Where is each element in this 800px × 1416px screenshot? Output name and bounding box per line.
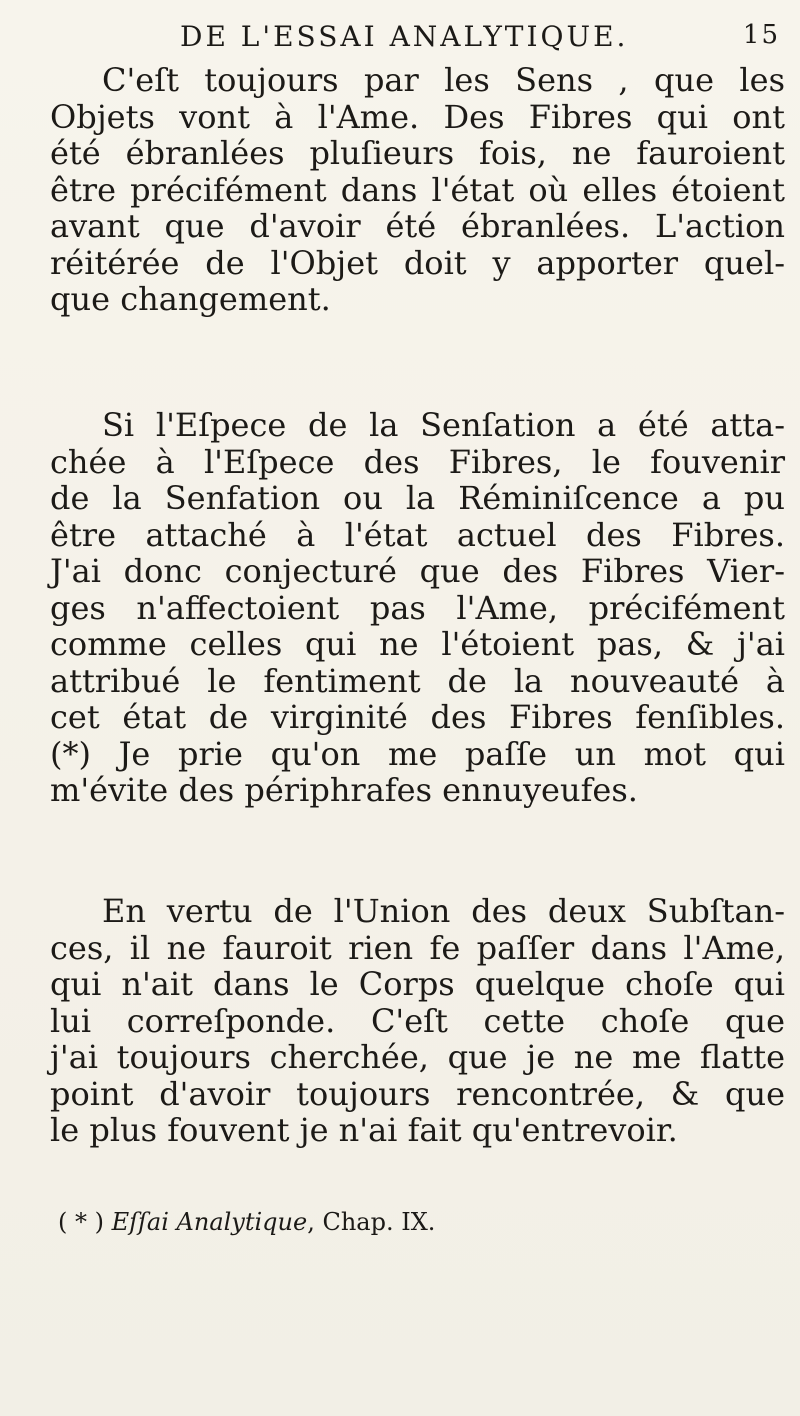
footnote-reference: , Chap. IX.: [307, 1208, 436, 1236]
text-line: le plus fouvent je n'ai fait qu'entrevoir.: [50, 1111, 678, 1149]
text-line: lui correſponde. C'eſt cette choſe que: [50, 1001, 785, 1040]
text-line: être attaché à l'état actuel des Fibres.: [50, 515, 785, 554]
text-line: m'évite des périphrafes ennuyeufes.: [50, 771, 638, 809]
text-line: ges n'affectoient pas l'Ame, précifément: [50, 588, 785, 627]
text-line: En vertu de l'Union des deux Subſtan-: [102, 892, 785, 930]
text-line: comme celles qui ne l'étoient pas, & j'ai: [50, 625, 785, 663]
text-line: de la Senfation ou la Réminiſcence a pu: [50, 479, 785, 517]
text-line: être précifément dans l'état où elles étoient: [50, 170, 785, 209]
running-head: [180, 12, 780, 52]
paragraph-2: [50, 407, 785, 809]
text-line: réitérée de l'Objet doit y apporter quel-: [50, 243, 785, 282]
text-line: été ébranlées pluſieurs fois, ne fauroient: [50, 134, 785, 172]
text-line: j'ai toujours cherchée, que je ne me flatte: [50, 1038, 785, 1076]
text-line: Si l'Eſpece de la Senſation a été atta-: [102, 406, 785, 444]
paragraph-3: [50, 893, 785, 1149]
text-line: C'eſt toujours par les Sens , que les: [102, 61, 785, 99]
text-line: Objets vont à l'Ame. Des Fibres qui ont: [50, 97, 785, 136]
footnote: [58, 1208, 435, 1236]
text-line: (*) Je prie qu'on me paſſe un mot qui: [50, 734, 785, 773]
text-line: chée à l'Eſpece des Fibres, le fouvenir: [50, 442, 785, 481]
paragraph-1: [50, 62, 785, 318]
text-line: J'ai donc conjecturé que des Fibres Vier-: [50, 552, 785, 590]
text-line: ces, il ne fauroit rien fe paſſer dans l'Ame,: [50, 928, 785, 967]
text-line: qui n'ait dans le Corps quelque choſe qui: [50, 965, 785, 1003]
footnote-marker: ( * ): [58, 1208, 104, 1236]
text-line: avant que d'avoir été ébranlées. L'action: [50, 207, 785, 245]
footnote-work-title: Eſſai Analytique: [111, 1208, 308, 1236]
running-title: DE L'ESSAI ANALYTIQUE.: [180, 20, 629, 53]
text-line: attribué le fentiment de la nouveauté à: [50, 661, 785, 700]
text-line: que changement.: [50, 280, 331, 318]
page-number: 15: [742, 20, 780, 50]
text-line: cet état de virginité des Fibres fenſibles.: [50, 698, 785, 736]
text-line: point d'avoir toujours rencontrée, & que: [50, 1074, 785, 1113]
